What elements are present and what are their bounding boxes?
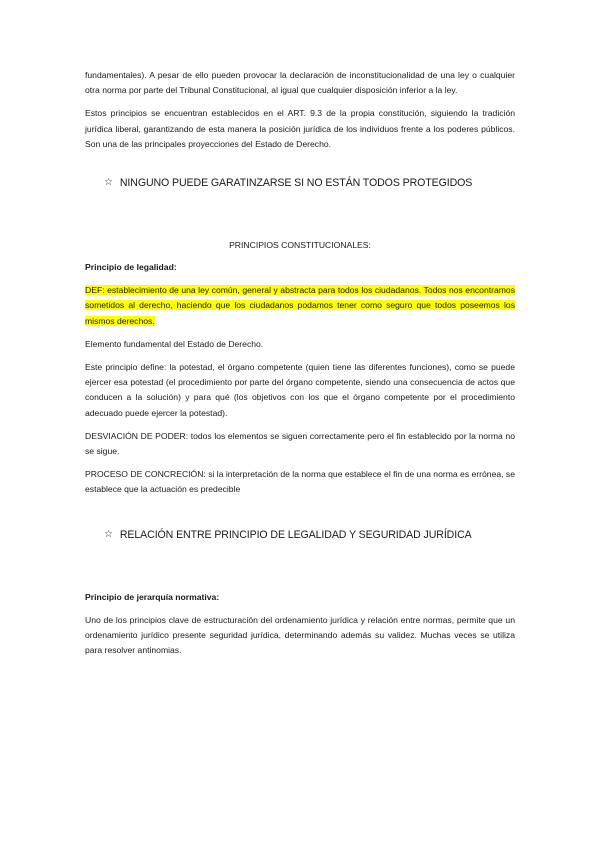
legalidad-defines: Este principio define: la potestad, el órgano competente (quien tiene las diferentes funciones), como se puede ejercer esa potestad (el procedimiento por parte del órgano competente, siendo una consecuencia de actos que conducen a la solución) y para qué (los objetivos con los que el órgano competente por el procedimiento adecuado puede ejercer la potestad). (85, 362, 515, 418)
section-title: PRINCIPIOS CONSTITUCIONALES: (229, 240, 371, 251)
star-icon: ☆ (104, 528, 113, 540)
legalidad-element: Elemento fundamental del Estado de Derecho. (85, 338, 264, 349)
star-icon: ☆ (104, 177, 113, 189)
jerarquia-heading: Principio de jerarquía normativa: (85, 591, 220, 602)
legalidad-heading: Principio de legalidad: (85, 262, 177, 273)
bullet-protegidos (104, 176, 515, 190)
bullet-relacion (104, 528, 515, 542)
bullet-relacion-text: RELACIÓN ENTRE PRINCIPIO DE LEGALIDAD Y SEGURIDAD JURÍDICA (119, 528, 472, 541)
intro-paragraph-1: fundamentales). A pesar de ello pueden provocar la declaración de inconstitucionalidad de una ley o cualquier otra norma por parte del Tribunal Constitucional, al igual que cualquier disposición inferior a la ley. (85, 70, 515, 96)
desviacion-poder: DESVIACIÓN DE PODER: todos los elementos se siguen correctamente pero el fin establecido por la norma no se sigue. (85, 430, 515, 457)
legalidad-definition (85, 283, 515, 329)
bullet-protegidos-text: NINGUNO PUEDE GARATINZARSE SI NO ESTÁN TODOS PROTEGIDOS (119, 177, 473, 190)
jerarquia-body: Uno de los principios clave de estructuración del ordenamiento jurídica y relación entre normas, permite que un ordenamiento jurídico presente seguridad jurídica, determinando además su validez. Muchas veces se utiliza para resolver antinomias. (85, 614, 515, 656)
document-page (85, 68, 515, 658)
proceso-concrecion: PROCESO DE CONCRECIÓN: si la interpretación de la norma que establece el fin de una norma es errónea, se establece que la actuación es predecible (85, 469, 515, 495)
definition-highlight: DEF: establecimiento de una ley común, general y abstracta para todos los ciudadanos. Todos nos encontramos sometidos al derecho, haciendo que los ciudadanos podamos tener como seguro que todos poseemos los mismos derechos. (85, 285, 515, 326)
intro-paragraph-2: Estos principios se encuentran establecidos en el ART. 9.3 de la propia constitución, siguiendo la tradición jurídica liberal, garantizando de esta manera la posición jurídica de los individuos frente a los poderes públicos. Son una de las principales proyecciones del Estado de Derecho. (85, 108, 515, 149)
